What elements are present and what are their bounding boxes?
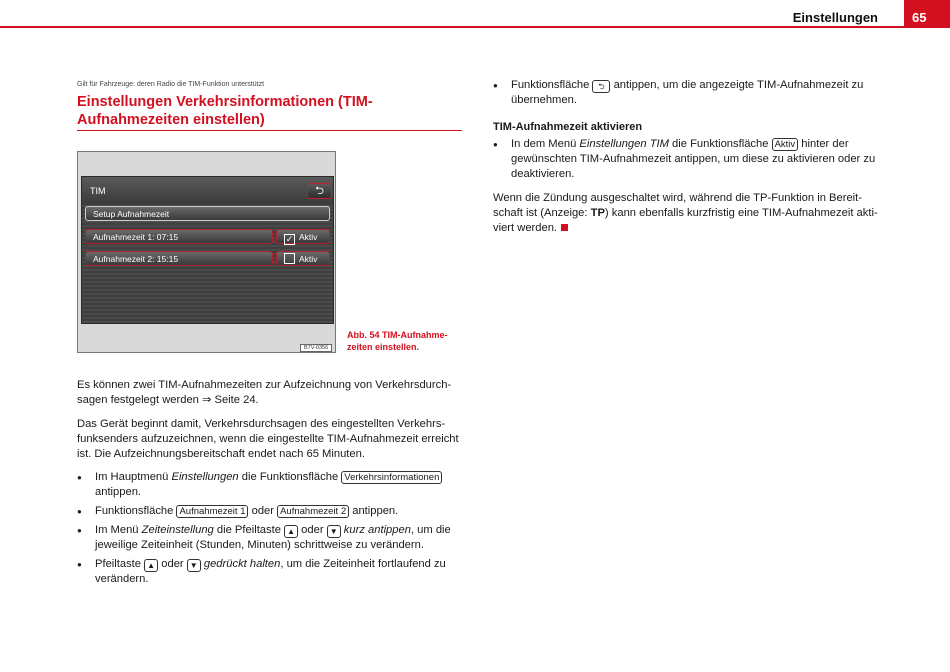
list-item bbox=[77, 470, 465, 500]
screen-title: TIM bbox=[90, 186, 106, 196]
text: , um die Zeiteinheit fortlaufend zu verändern. bbox=[95, 558, 446, 585]
text: Funktionsfläche bbox=[511, 79, 593, 91]
setup-recording-button: Setup Aufnahmezeit bbox=[85, 206, 330, 221]
figure-caption: Abb. 54 TIM-Aufnahme-zeiten einstellen. bbox=[347, 330, 448, 352]
aktiv-2-label: Aktiv bbox=[299, 254, 318, 264]
action-emphasis: gedrückt halten bbox=[203, 558, 281, 570]
arrow-down-key-icon: ▼ bbox=[327, 525, 341, 538]
text: In dem Menü bbox=[511, 138, 580, 150]
text: Pfeiltaste bbox=[95, 558, 145, 570]
paragraph-1: Es können zwei TIM-Aufnahmezeiten zur Aufzeichnung von Verkehrsdurch-sagen festgelegt werden ⇒ Seite 24. bbox=[77, 379, 452, 406]
tp-indicator: TP bbox=[590, 207, 605, 219]
menu-name: Zeiteinstellung bbox=[141, 524, 214, 536]
function-key-label: Aktiv bbox=[772, 138, 799, 151]
text: antippen. bbox=[95, 486, 142, 498]
return-key-icon: ⮌ bbox=[592, 80, 610, 93]
section-rule bbox=[77, 130, 462, 131]
function-key-label: Aufnahmezeit 2 bbox=[277, 505, 349, 518]
text: Im Menü bbox=[95, 524, 142, 536]
list-item bbox=[493, 78, 878, 108]
arrow-up-key-icon: ▲ bbox=[284, 525, 298, 538]
header-rule bbox=[0, 26, 950, 28]
text: oder bbox=[158, 558, 187, 570]
action-emphasis: kurz antippen bbox=[343, 524, 411, 536]
screen-header bbox=[82, 177, 333, 203]
aktiv-2-button bbox=[276, 251, 330, 266]
arrow-down-key-icon: ▼ bbox=[187, 559, 201, 572]
paragraph-2: Das Gerät beginnt damit, Verkehrsdurchsagen des eingestellten Verkehrs-funksenders aufzuzeichnen, wenn die eingestellte TIM-Aufnahmezeit erreicht ist. Die Aufzeichnungsbereitschaft endet nach 65 Minuten. bbox=[77, 418, 459, 460]
text: Funktionsfläche bbox=[95, 505, 177, 517]
list-item bbox=[493, 137, 878, 182]
text: oder bbox=[248, 505, 278, 517]
list-item bbox=[77, 557, 465, 587]
recording-time-2-button: Aufnahmezeit 2: 15:15 bbox=[85, 251, 273, 266]
text: hinter der gewünschten TIM-Aufnahmezeit antippen, um diese zu aktivieren oder zu deaktivieren. bbox=[511, 138, 876, 180]
checkbox-checked-icon: ✓ bbox=[285, 234, 294, 244]
menu-name: Einstellungen bbox=[171, 471, 239, 483]
function-key-label: Verkehrsinformationen bbox=[341, 471, 442, 484]
arrow-up-key-icon: ▲ bbox=[144, 559, 158, 572]
section-title: Einstellungen Verkehrsinformationen (TIM-Aufnahmezeiten einstellen) bbox=[77, 94, 373, 128]
paragraph-ignition bbox=[493, 191, 878, 236]
list-item bbox=[77, 504, 465, 519]
figure-code: B7V-0356 bbox=[300, 344, 332, 352]
text: ) kann ebenfalls kurzfristig eine TIM-Aufnahmezeit akti-viert werden. bbox=[493, 207, 878, 234]
page-header-title: Einstellungen bbox=[792, 10, 878, 25]
aktiv-1-label: Aktiv bbox=[299, 232, 318, 242]
text: die Funktionsfläche bbox=[238, 471, 342, 483]
text: oder bbox=[298, 524, 327, 536]
recording-time-1-button: Aufnahmezeit 1: 07:15 bbox=[85, 229, 273, 244]
return-arrow-icon: ⮌ bbox=[307, 183, 332, 199]
list-item bbox=[77, 523, 465, 553]
radio-screen bbox=[81, 176, 334, 324]
end-of-section-mark bbox=[561, 224, 568, 231]
text: die Pfeiltaste bbox=[213, 524, 285, 536]
text: , um die jeweilige Zeiteinheit (Stunden, Minuten) schrittweise zu verändern. bbox=[95, 524, 451, 551]
text: Wenn die Zündung ausgeschaltet wird, während die TP-Funktion in Bereit-schaft ist (Anzeige: bbox=[493, 192, 862, 219]
function-key-label: Aufnahmezeit 1 bbox=[176, 505, 248, 518]
text: antippen. bbox=[349, 505, 399, 517]
page-number-box bbox=[904, 0, 950, 27]
aktiv-1-button bbox=[276, 229, 330, 244]
menu-name: Einstellungen TIM bbox=[579, 138, 669, 150]
text: die Funktionsfläche bbox=[668, 138, 772, 150]
applies-note: Gilt für Fahrzeuge: deren Radio die TIM-Funktion unterstützt bbox=[77, 81, 265, 88]
text: Im Hauptmenü bbox=[95, 471, 172, 483]
figure-tim-screen bbox=[77, 151, 336, 353]
subheading: TIM-Aufnahmezeit aktivieren bbox=[493, 121, 643, 133]
text: antippen, um die angezeigte TIM-Aufnahmezeit zu übernehmen. bbox=[511, 79, 864, 106]
checkbox-empty-icon bbox=[284, 253, 295, 264]
page-number: 65 bbox=[912, 10, 927, 25]
